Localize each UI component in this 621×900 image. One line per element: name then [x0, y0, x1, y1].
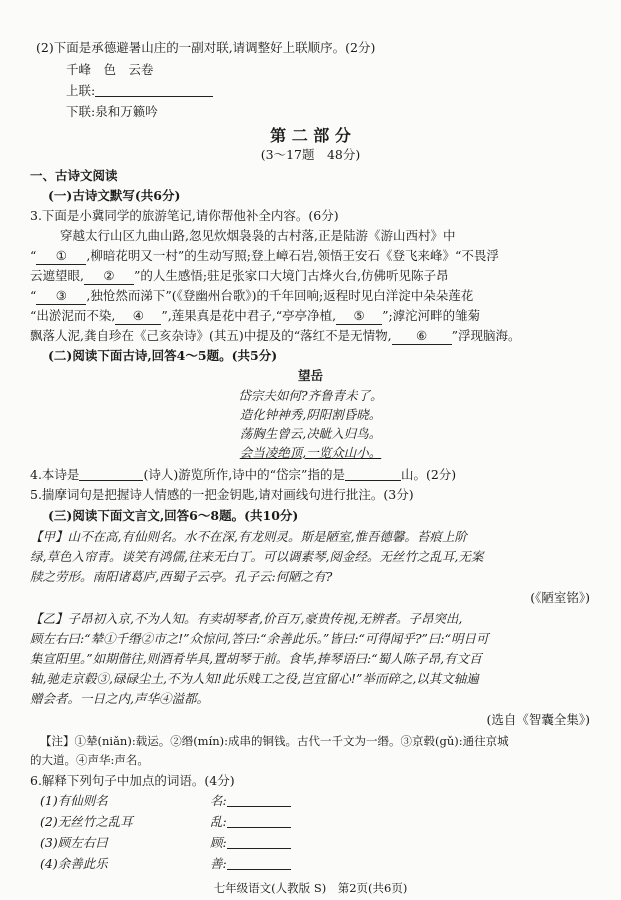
blank-4[interactable]: ④ — [115, 308, 161, 325]
q6-phrase: (1)有仙则名 — [40, 793, 108, 808]
q6-word: 名: — [210, 793, 227, 808]
passage-jia-line: 牍之劳形。南阳诸葛庐,西蜀子云亭。孔子云:何陋之有? — [30, 569, 333, 584]
underlined-verse: 会当凌绝顶,一览众山小。 — [239, 445, 382, 460]
subsection-3-title: (三)阅读下面文言文,回答6～8题。(共10分) — [48, 508, 299, 523]
q3-text: ”的人生感悟;驻足张家口大境门古烽火台,仿佛听见陈子昂 — [133, 268, 449, 283]
mountain-answer-blank[interactable] — [345, 467, 401, 481]
notes-line: 的大道。④声华:声名。 — [30, 753, 149, 767]
q3-text: 飘落人泥,龚自珍在《己亥杂诗》(其五)中提及的“落红不是无情物, — [30, 328, 392, 343]
poem-line: 荡胸生曾云,决眦入归鸟。 — [239, 426, 382, 441]
poem-title: 望岳 — [297, 368, 323, 383]
q3-text: “ — [30, 248, 37, 263]
q6-item-2 — [40, 814, 621, 830]
blank-3[interactable]: ③ — [36, 288, 86, 305]
couplet-lower: 下联:泉和万籁吟 — [66, 104, 158, 119]
q6-phrase: (2)无丝竹之乱耳 — [40, 814, 133, 829]
q3-text: ,独怆然而涕下”(《登幽州台歌》)的千年回响;返程时见白洋淀中朵朵莲花 — [86, 288, 474, 303]
q6-word: 善: — [210, 856, 227, 871]
subsection-2-title: (二)阅读下面古诗,回答4～5题。(共5分) — [48, 348, 278, 363]
q6-word: 顾: — [210, 835, 227, 850]
q3-stem: 3.下面是小冀同学的旅游笔记,请你帮他补全内容。(6分) — [30, 208, 339, 223]
passage-jia-source: (《陋室铭》) — [530, 590, 590, 605]
poem-line: 岱宗夫如何?齐鲁青未了。 — [238, 388, 383, 403]
q3-text: ”浮现脑海。 — [451, 328, 521, 343]
poem-line: 造化钟神秀,阴阳割昏晓。 — [239, 407, 382, 422]
upper-label: 上联: — [66, 83, 96, 98]
upper-answer-blank[interactable] — [95, 83, 213, 97]
subsection-1-title: (一)古诗文默写(共6分) — [48, 188, 181, 203]
passage-yi-source: (选自《智囊全集》) — [486, 712, 590, 727]
q3-text: ”,莲果真是花中君子,“亭亭净植, — [161, 308, 337, 323]
part-title: 第 二 部 分 — [270, 126, 351, 145]
q6-word: 乱: — [210, 814, 227, 829]
passage-yi-line: 赠会者。一日之内,声华④溢都。 — [30, 691, 209, 706]
q6-item-3 — [40, 835, 621, 851]
blank-5[interactable]: ⑤ — [336, 308, 382, 325]
blank-2[interactable]: ② — [84, 268, 134, 285]
q4-text: (诗人)游览所作,诗中的“岱宗”指的是 — [143, 467, 345, 482]
q6-phrase: (4)余善此乐 — [40, 856, 108, 871]
q3-text: ,柳暗花明又一村”的生动写照;登上嶂石岩,领悟王安石《登飞来峰》“不畏浮 — [86, 248, 499, 263]
passage-jia-line: 绿,草色入帘青。谈笑有鸿儒,往来无白丁。可以调素琴,阅金经。无丝竹之乱耳,无案 — [30, 549, 484, 564]
couplet-question: (2)下面是承德避暑山庄的一副对联,请调整好上联顺序。(2分) — [36, 40, 376, 55]
q6-item-4 — [40, 856, 621, 872]
q6-item-1 — [40, 793, 621, 809]
couplet-upper-line — [66, 83, 621, 99]
passage-jia-line: 【甲】山不在高,有仙则名。水不在深,有龙则灵。斯是陋室,惟吾德馨。苔痕上阶 — [30, 529, 467, 544]
q6-answer-blank[interactable] — [227, 814, 291, 828]
poem-line-underlined — [0, 445, 621, 461]
q4-text: 4.本诗是 — [30, 467, 80, 482]
q6-answer-blank[interactable] — [227, 793, 291, 807]
q6-answer-blank[interactable] — [227, 856, 291, 870]
page-footer: 七年级语文(人教版 S) 第2页(共6页) — [213, 881, 408, 895]
q3-text: ”;滹沱河畔的雏菊 — [382, 308, 481, 323]
notes-line: 【注】①辇(niǎn):载运。②缗(mín):成串的铜钱。古代一千文为一缗。③京毂(gǔ):通往京城 — [40, 734, 509, 748]
section-title: 一、古诗文阅读 — [30, 168, 118, 183]
couplet-words: 千峰 色 云卷 — [66, 62, 154, 77]
q3-line-6 — [30, 328, 621, 345]
q3-line-2 — [30, 248, 621, 265]
blank-6[interactable]: ⑥ — [392, 328, 452, 345]
q6-answer-blank[interactable] — [227, 835, 291, 849]
q3-text: 云遮望眼, — [30, 268, 84, 283]
q6-phrase: (3)顾左右曰 — [40, 835, 108, 850]
passage-yi-line: 顾左右曰:“辇①千缗②市之!”众惊问,答曰:“余善此乐。”皆曰:“可得闻乎?”曰:“明日可 — [30, 631, 489, 646]
part-subtitle: (3～17题 48分) — [260, 147, 361, 162]
blank-1[interactable]: ① — [36, 248, 86, 265]
q4-text: 山。(2分) — [400, 467, 457, 482]
q3-line-4 — [30, 288, 621, 305]
q3-line-1: 穿越太行山区九曲山路,忽见炊烟袅袅的古村落,正是陆游《游山西村》中 — [60, 228, 456, 243]
passage-yi-line: 轴,驰走京毂③,碌碌尘土,不为人知!此乐贱工之役,岂宜留心!”举而碎之,以其文轴遍 — [30, 671, 479, 686]
q3-text: “出淤泥而不染, — [30, 308, 116, 323]
q6-stem: 6.解释下列句子中加点的词语。(4分) — [30, 773, 235, 788]
passage-yi-line: 集宣阳里。”如期偕往,则酒肴毕具,置胡琴于前。食毕,捧琴语曰:“蜀人陈子昂,有文百 — [30, 651, 482, 666]
q3-text: “ — [30, 288, 37, 303]
q5: 5.揣摩词句是把握诗人情感的一把金钥匙,请对画线句进行批注。(3分) — [30, 487, 414, 502]
poet-answer-blank[interactable] — [79, 467, 143, 481]
q3-line-3 — [30, 268, 621, 285]
q4 — [30, 467, 621, 483]
passage-yi-line: 【乙】子昂初入京,不为人知。有卖胡琴者,价百万,豪贵传视,无辨者。子昂突出, — [30, 611, 463, 626]
q3-line-5 — [30, 308, 621, 325]
